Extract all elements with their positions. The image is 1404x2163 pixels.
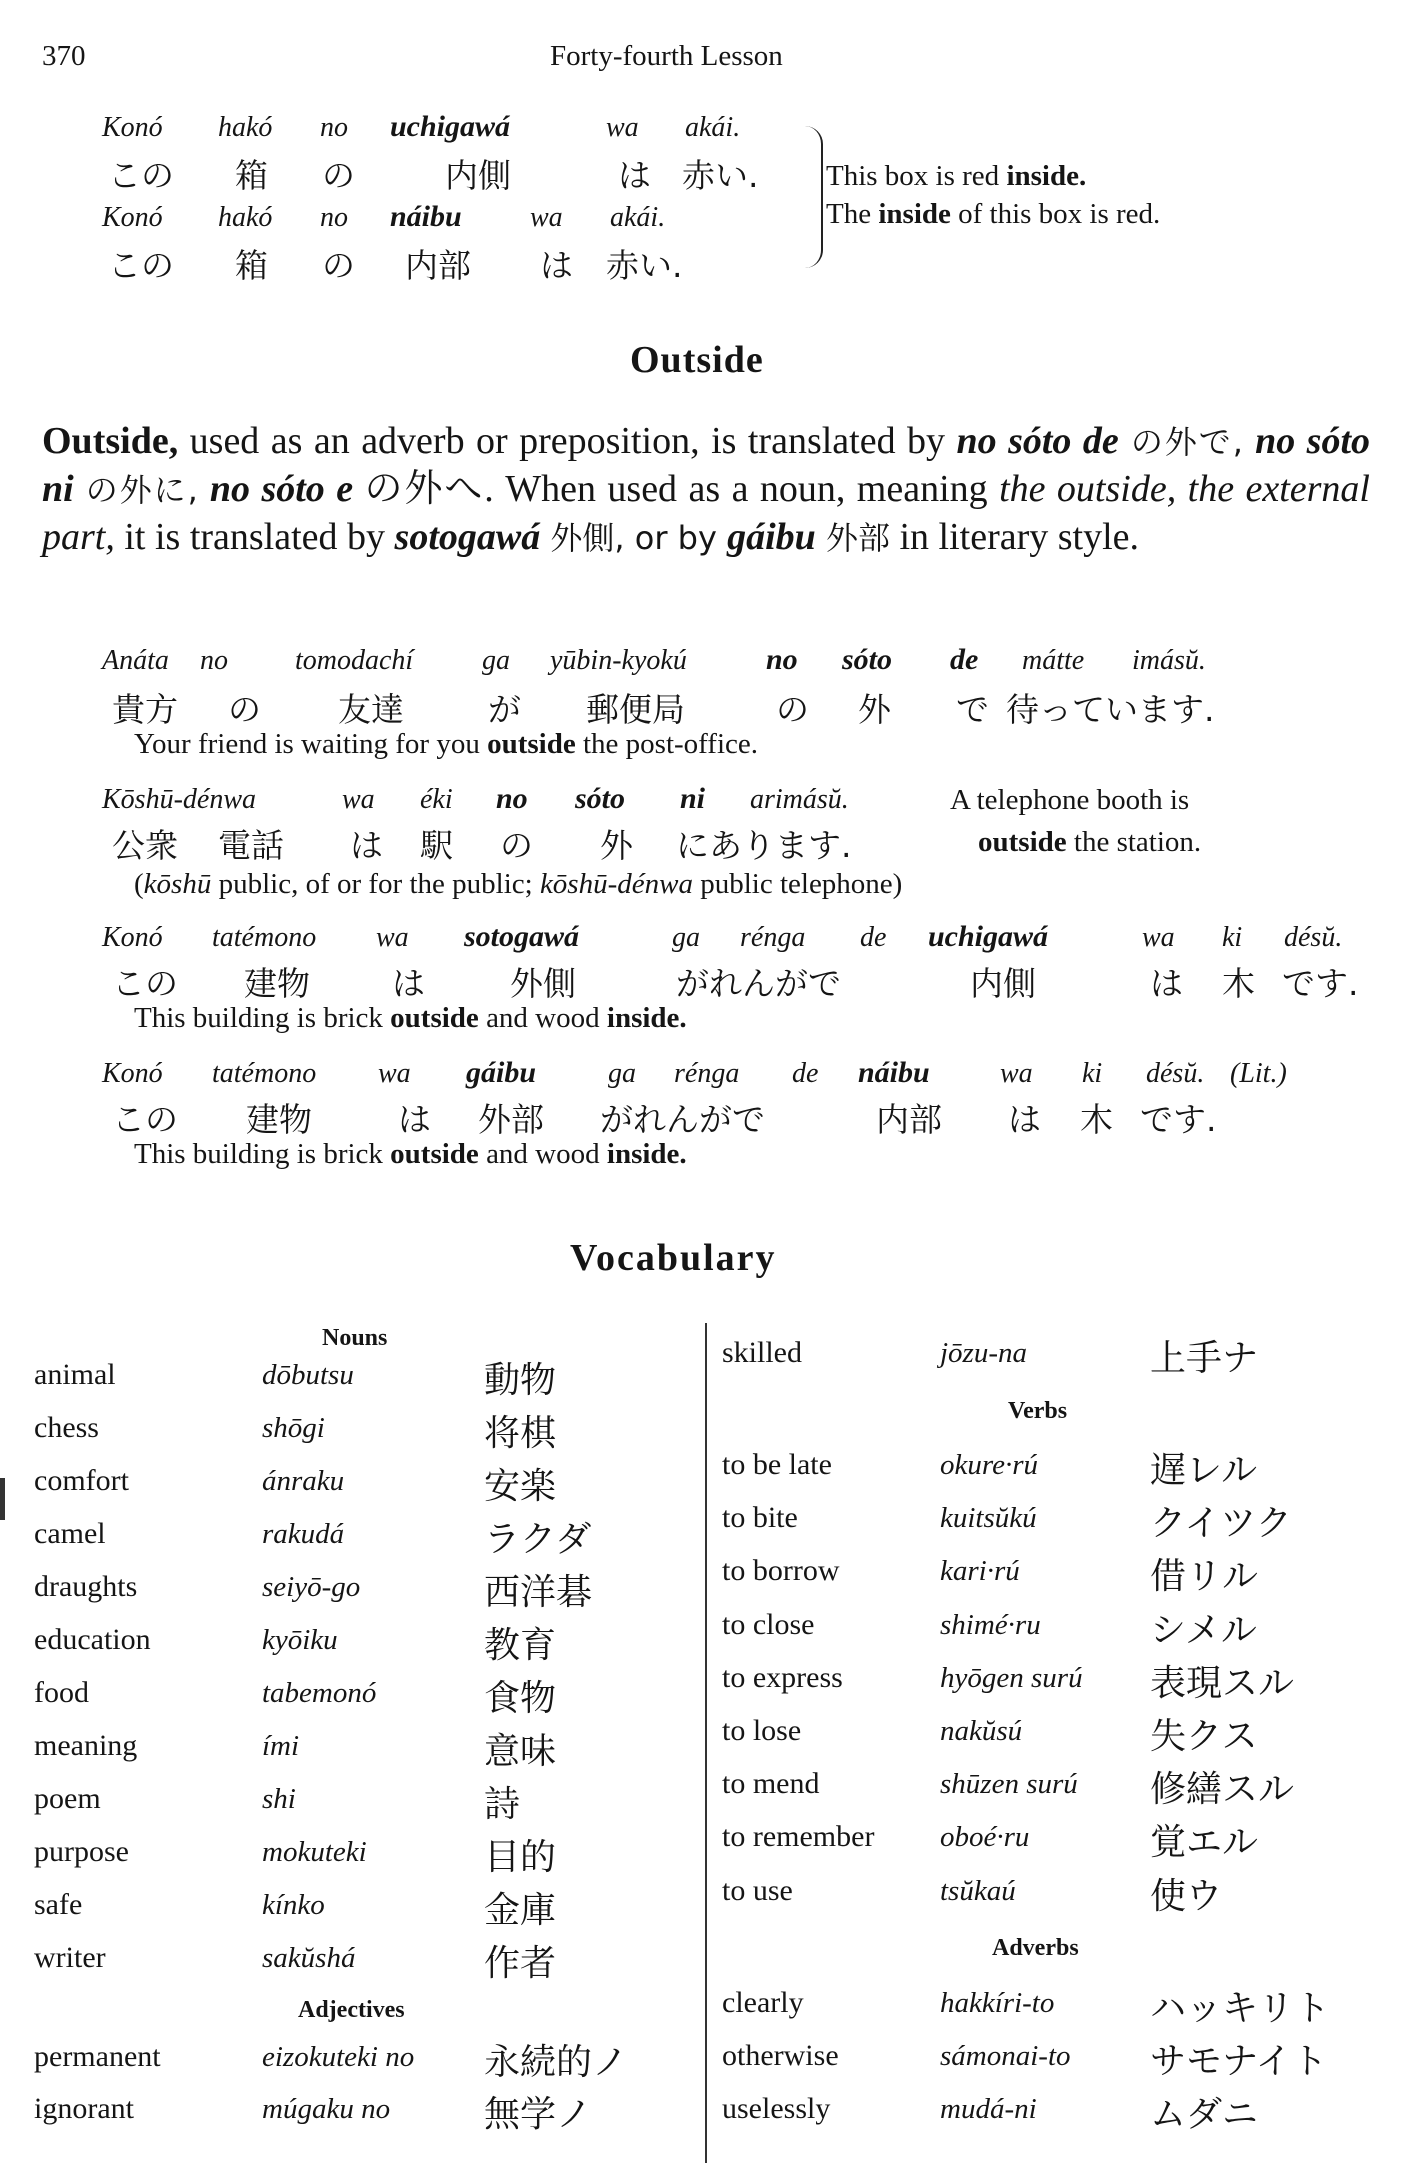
romaji-word: wa [378,1058,411,1089]
romaji-word: rénga [740,922,806,953]
vocab-romaji: kyōiku [262,1624,338,1656]
romaji-word: désŭ. [1284,922,1343,953]
romaji-word: Konó [102,1058,163,1089]
vocab-english: meaning [34,1729,138,1762]
vocab-japanese: 永続的ノ [484,2042,629,2083]
japanese-word: がれんがで [600,1100,765,1139]
japanese-word: 内部 [876,1100,942,1139]
romaji-keyword: gáibu [466,1056,537,1089]
romaji-word: arimásŭ. [750,784,849,815]
japanese-word: は [350,826,383,865]
romaji-word: ga [482,645,510,676]
translation-line: The inside of this box is red. [826,198,1161,230]
romaji-keyword: sotogawá [464,920,580,953]
japanese-word: 建物 [244,964,310,1003]
japanese-word: この [112,964,178,1003]
japanese-word: 内側 [970,964,1036,1003]
romaji-word: no [320,202,348,233]
romaji-word: wa [376,922,409,953]
vocab-english: food [34,1676,89,1709]
vocab-english: to remember [722,1820,875,1854]
romaji-word: de [792,1058,819,1089]
vocab-romaji: ími [262,1730,300,1762]
vocab-romaji: rakudá [262,1518,345,1550]
japanese-word: が [488,690,521,729]
japanese-word: は [1150,964,1183,1003]
vocab-english: to close [722,1607,815,1641]
japanese-word: 外側 [510,964,576,1003]
romaji-word: ki [1082,1058,1103,1089]
japanese-word: は [1008,1100,1041,1139]
column-divider [705,1323,707,2163]
vocab-english: writer [34,1941,106,1974]
vocab-romaji: dōbutsu [262,1359,354,1391]
translation-note: (kōshū public, of or for the public; kōshū-dénwa public telephone) [134,868,903,900]
vocab-romaji: jōzu-na [940,1337,1027,1369]
romaji-word: hakó [218,202,273,233]
vocab-romaji: eizokuteki no [262,2041,415,2073]
vocab-english: to be late [722,1448,832,1481]
romaji-word: tatémono [212,922,317,953]
outside-paragraph: Outside, used as an adverb or preposition, is translated by no sóto de の外で, no sóto ni の外に, no sóto e の外へ. When used as a noun, meaning the outside, the external part, it is translated by sotogawá 外側, or by gáibu 外部 in literary style. [42,420,1370,558]
vocab-romaji: okure·rú [940,1449,1038,1481]
romaji-word: tatémono [212,1058,317,1089]
vocab-japanese: 食物 [484,1678,557,1719]
vocab-english: to lose [722,1714,802,1747]
vocab-japanese: 教育 [484,1625,557,1666]
vocab-romaji: ánraku [262,1465,345,1497]
english-translation: This building is brick outside and wood inside. [134,1138,687,1170]
romaji-word: ga [672,922,700,953]
vocab-english: draughts [34,1570,138,1603]
vocab-japanese: 意味 [484,1731,557,1772]
vocab-japanese: シメル [1150,1609,1257,1651]
japanese-word: で [956,690,989,729]
vocab-japanese: ムダニ [1150,2094,1259,2135]
translation-line: This box is red inside. [826,160,1087,192]
vocab-romaji: múgaku no [262,2093,391,2125]
nouns-subheading: Nouns [322,1325,388,1351]
vocab-japanese: サモナイト [1150,2041,1328,2082]
vocab-japanese: 修繕スル [1150,1769,1295,1811]
romaji-word: Konó [102,112,163,143]
vocab-english: safe [34,1888,83,1921]
vocab-english: clearly [722,1986,804,2019]
vocab-english: education [34,1623,151,1656]
romaji-word: wa [1000,1058,1033,1089]
japanese-word: 木 [1080,1100,1113,1139]
romaji-word: mátte [1022,645,1085,676]
vocab-romaji: hakkíri-to [940,1987,1055,2019]
vocab-japanese: 安楽 [484,1466,557,1507]
japanese-word: 赤い. [606,246,683,285]
japanese-word: は [392,964,425,1003]
japanese-word: 貴方 [112,690,178,729]
romaji-keyword: no [496,782,528,815]
vocab-english: skilled [722,1336,802,1369]
japanese-word: は [618,156,651,195]
romaji-word: (Lit.) [1230,1058,1287,1089]
vocab-romaji: mudá-ni [940,2093,1037,2125]
section-heading: Outside [630,339,764,381]
japanese-word: 内部 [405,246,471,285]
japanese-word: 電話 [218,826,284,865]
vocab-romaji: tsŭkaú [940,1874,1016,1907]
vocab-romaji: mokuteki [262,1836,367,1868]
japanese-word: 箱 [235,246,268,285]
japanese-word: 内側 [445,156,511,195]
vocab-english: uselessly [722,2092,831,2125]
vocab-english: to use [722,1873,793,1907]
japanese-word: の [322,156,355,195]
japanese-word: この [112,1100,178,1139]
vocab-japanese: 将棋 [484,1413,557,1454]
page-number: 370 [42,40,86,72]
vocab-english: animal [34,1358,116,1391]
vocab-english: permanent [34,2040,161,2073]
vocab-japanese: 金庫 [484,1890,557,1931]
romaji-word: de [860,922,887,953]
romaji-word: Anáta [102,645,169,676]
romaji-word: ki [1222,922,1243,953]
japanese-word: この [108,156,174,195]
japanese-word: 箱 [235,156,268,195]
japanese-word: です. [1140,1100,1217,1139]
romaji-word: rénga [674,1058,740,1089]
vocab-romaji: sakŭshá [262,1942,356,1974]
romaji-word: akái. [685,112,741,143]
romaji-word: tomodachí [295,645,414,676]
romaji-keyword: de [950,643,979,676]
vocab-english: purpose [34,1835,129,1868]
romaji-keyword: náibu [858,1056,930,1089]
romaji-word: wa [530,202,563,233]
vocab-romaji: oboé·ru [940,1821,1030,1854]
vocab-japanese: 作者 [484,1943,557,1984]
japanese-word: がれんがで [676,964,841,1003]
romaji-keyword: sóto [842,643,893,676]
vocab-english: ignorant [34,2092,134,2125]
japanese-word: 木 [1222,964,1255,1003]
vocab-english: to mend [722,1767,820,1801]
romaji-word: hakó [218,112,273,143]
japanese-word: 赤い. [682,156,759,195]
print-smudge [0,1478,5,1520]
japanese-word: 外部 [478,1100,544,1139]
vocab-japanese: 表現スル [1150,1662,1295,1704]
vocab-romaji: shi [262,1783,296,1815]
vocab-japanese: 西洋碁 [484,1572,593,1613]
japanese-word: は [540,246,573,285]
running-head: Forty-fourth Lesson [550,40,783,72]
vocab-english: to bite [722,1501,798,1535]
japanese-word: この [108,246,174,285]
romaji-word: imásŭ. [1132,645,1206,676]
vocab-romaji: nakŭsú [940,1715,1023,1747]
vocab-english: chess [34,1411,99,1444]
japanese-word: 外 [600,826,633,865]
japanese-word: 建物 [246,1100,312,1139]
vocab-english: comfort [34,1464,129,1497]
english-translation: A telephone booth is [950,784,1190,816]
right-brace [805,126,823,268]
adverbs-subheading: Adverbs [992,1935,1079,1961]
vocab-japanese: 借リル [1150,1556,1259,1598]
vocab-romaji: shimé·ru [940,1608,1041,1641]
japanese-word: 待っています. [1006,690,1215,729]
romaji-word: Kōshū-dénwa [102,784,256,815]
romaji-keyword: uchigawá [928,920,1049,953]
romaji-word: ga [608,1058,636,1089]
english-translation: outside the station. [978,826,1202,858]
english-translation: Your friend is waiting for you outside the post-office. [134,728,759,760]
vocab-english: to borrow [722,1554,840,1588]
vocab-japanese: 無学ノ [484,2094,593,2135]
vocab-japanese: 詩 [484,1784,521,1825]
romaji-word: wa [606,112,639,143]
vocab-romaji: shōgi [262,1412,325,1444]
vocab-romaji: sámonai-to [940,2040,1071,2072]
romaji-keyword: ni [680,782,706,815]
japanese-word: 友達 [338,690,404,729]
japanese-word: 駅 [420,826,453,865]
vocab-japanese: 使ウ [1150,1875,1223,1917]
vocab-japanese: 遅レル [1150,1450,1258,1491]
romaji-word: éki [420,784,453,815]
vocab-romaji: hyōgen surú [940,1661,1083,1694]
romaji-word: no [320,112,348,143]
vocab-romaji: kuitsŭkú [940,1502,1037,1535]
vocab-japanese: 動物 [484,1360,557,1401]
romaji-word: no [200,645,228,676]
vocab-romaji: seiyō-go [262,1571,361,1603]
japanese-word: です. [1282,964,1359,1003]
romaji-word: Konó [102,202,163,233]
japanese-word: 外 [858,690,891,729]
japanese-word: の [322,246,355,285]
verbs-subheading: Verbs [1008,1398,1068,1424]
japanese-word: の [500,826,533,865]
vocab-english: poem [34,1782,101,1815]
vocab-romaji: shūzen surú [940,1768,1078,1801]
romaji-word: akái. [610,202,666,233]
vocab-japanese: ラクダ [484,1519,592,1560]
vocab-english: camel [34,1517,106,1550]
romaji-word: Konó [102,922,163,953]
romaji-word: désŭ. [1146,1058,1205,1089]
adjectives-subheading: Adjectives [298,1997,405,2023]
vocab-japanese: 上手ナ [1150,1338,1259,1379]
romaji-word: wa [1142,922,1175,953]
japanese-word: 公衆 [112,826,178,865]
japanese-word: は [398,1100,431,1139]
romaji-word: wa [342,784,375,815]
vocab-japanese: ハッキリト [1150,1988,1331,2029]
english-translation: This building is brick outside and wood inside. [134,1002,687,1034]
vocab-romaji: kari·rú [940,1555,1020,1588]
vocabulary-heading: Vocabulary [570,1237,777,1279]
vocab-japanese: 目的 [484,1837,557,1878]
vocab-english: otherwise [722,2039,839,2072]
romaji-keyword: sóto [575,782,626,815]
romaji-keyword: náibu [390,200,462,233]
japanese-word: の [776,690,809,729]
vocab-romaji: tabemonó [262,1677,377,1709]
vocab-japanese: 失クス [1150,1716,1258,1757]
romaji-keyword: no [766,643,798,676]
japanese-word: にあります. [676,826,852,865]
japanese-word: の [228,690,261,729]
vocab-romaji: kínko [262,1889,325,1921]
vocab-japanese: 覚エル [1150,1822,1259,1864]
romaji-word: yūbin-kyokú [550,645,687,676]
vocab-english: to express [722,1660,843,1694]
japanese-word: 郵便局 [586,690,685,729]
vocab-japanese: クイツク [1150,1503,1292,1545]
romaji-keyword: uchigawá [390,110,511,143]
